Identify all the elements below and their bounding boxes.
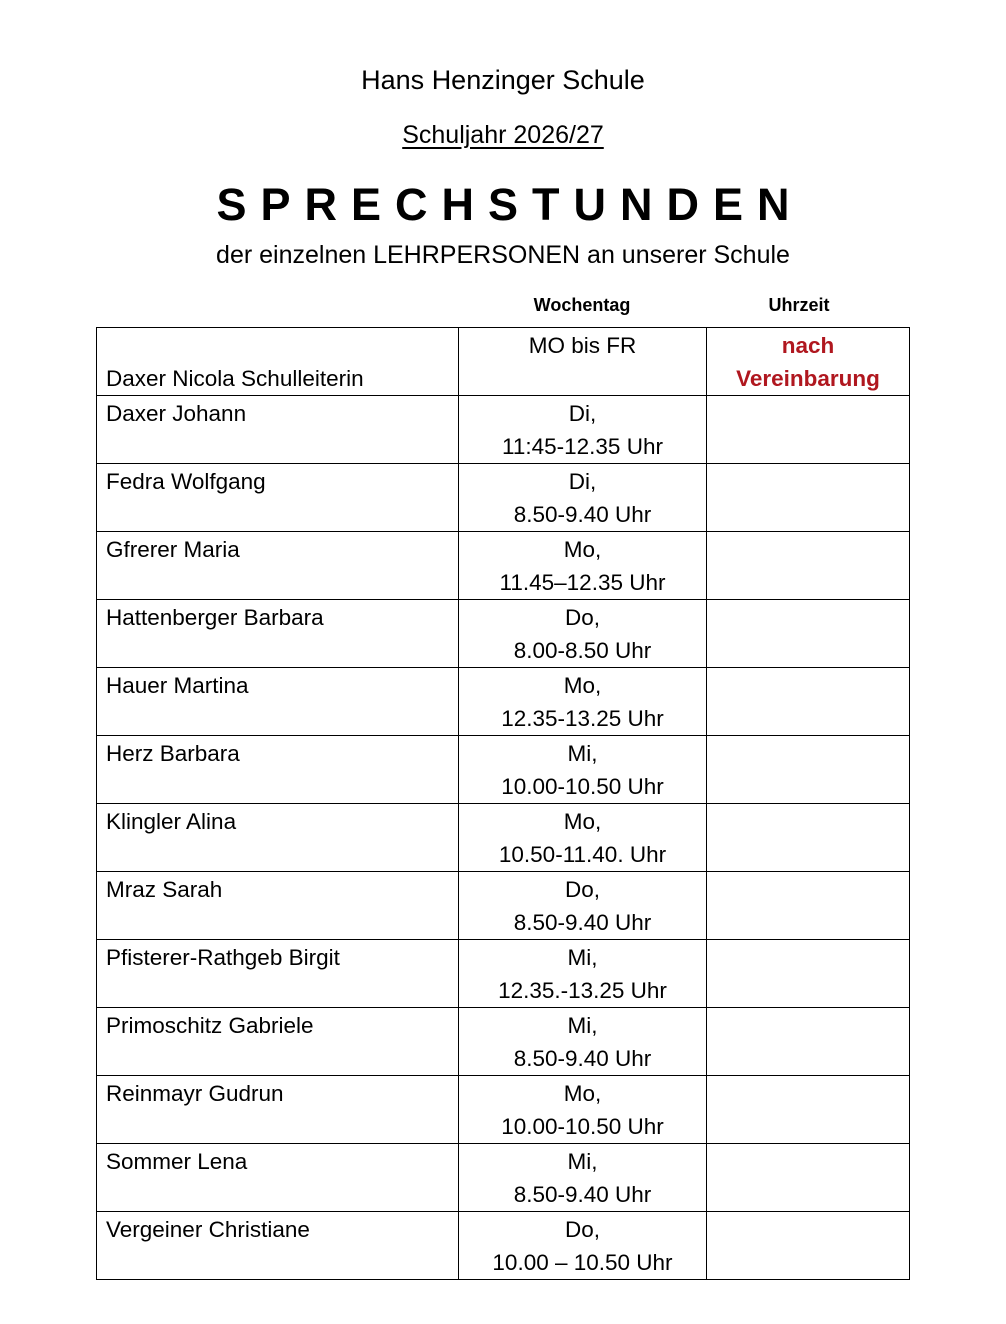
page-title: SPRECHSTUNDEN xyxy=(216,179,804,230)
teacher-name: Herz Barbara xyxy=(97,736,459,804)
teacher-name: Mraz Sarah xyxy=(97,872,459,940)
teacher-name: Fedra Wolfgang xyxy=(97,464,459,532)
teacher-name: Daxer Johann xyxy=(97,396,459,464)
table-row xyxy=(97,396,910,464)
hours-text: 10.00 – 10.50 Uhr xyxy=(492,1250,673,1275)
hours-text: 8.50-9.40 Uhr xyxy=(513,910,652,935)
teacher-name: Klingler Alina xyxy=(97,804,459,872)
table-row xyxy=(97,1076,910,1144)
time-cell xyxy=(707,396,910,464)
teacher-name: Hattenberger Barbara xyxy=(97,600,459,668)
time-cell xyxy=(707,1212,910,1280)
school-year xyxy=(0,118,1006,152)
hours-text: 10.00-10.50 Uhr xyxy=(501,1114,664,1139)
weekday-cell xyxy=(459,328,707,396)
weekday-cell xyxy=(459,668,707,736)
time-cell xyxy=(707,804,910,872)
teacher-name: Vergeiner Christiane xyxy=(97,1212,459,1280)
weekday-cell xyxy=(459,1076,707,1144)
hours-text: 11:45-12.35 Uhr xyxy=(502,434,663,459)
teacher-name: Sommer Lena xyxy=(97,1144,459,1212)
teacher-name: Gfrerer Maria xyxy=(97,532,459,600)
teacher-name: Pfisterer-Rathgeb Birgit xyxy=(97,940,459,1008)
weekday-text: Mi, xyxy=(567,1149,598,1174)
weekday-text: MO bis FR xyxy=(528,333,637,358)
hours-text: 10.50-11.40. Uhr xyxy=(498,842,667,867)
teacher-name: Primoschitz Gabriele xyxy=(97,1008,459,1076)
weekday-text: Do, xyxy=(564,1217,600,1242)
consultation-table xyxy=(96,327,910,1280)
weekday-text: Mo, xyxy=(563,809,602,834)
hours-text: 10.00-10.50 Uhr xyxy=(501,774,664,799)
weekday-text: Do, xyxy=(564,877,600,902)
teacher-name: Daxer Nicola Schulleiterin xyxy=(97,328,459,396)
teacher-name: Hauer Martina xyxy=(97,668,459,736)
time-cell xyxy=(707,464,910,532)
appointment-line1: nach xyxy=(781,333,835,358)
time-cell xyxy=(707,1008,910,1076)
weekday-text: Di, xyxy=(568,401,597,426)
time-cell xyxy=(707,1076,910,1144)
table-row xyxy=(97,668,910,736)
weekday-text: Mi, xyxy=(567,1013,598,1038)
weekday-cell xyxy=(459,532,707,600)
weekday-text: Di, xyxy=(568,469,597,494)
table-row xyxy=(97,1212,910,1280)
weekday-cell xyxy=(459,940,707,1008)
weekday-cell xyxy=(459,1144,707,1212)
school-name: Hans Henzinger Schule xyxy=(361,65,645,95)
weekday-cell xyxy=(459,600,707,668)
table-row xyxy=(97,600,910,668)
time-cell xyxy=(707,940,910,1008)
table-row xyxy=(97,532,910,600)
column-header-weekday: Wochentag xyxy=(533,295,631,315)
table-row xyxy=(97,1144,910,1212)
hours-text: 8.50-9.40 Uhr xyxy=(513,1046,652,1071)
weekday-text: Mo, xyxy=(563,537,602,562)
time-cell xyxy=(707,532,910,600)
weekday-text: Do, xyxy=(564,605,600,630)
table-row xyxy=(97,736,910,804)
consultation-table-body xyxy=(97,328,910,1280)
table-row xyxy=(97,872,910,940)
weekday-cell xyxy=(459,872,707,940)
weekday-cell xyxy=(459,804,707,872)
hours-text: 8.50-9.40 Uhr xyxy=(513,502,652,527)
appointment-cell xyxy=(707,328,910,396)
weekday-cell xyxy=(459,736,707,804)
table-row xyxy=(97,940,910,1008)
weekday-text: Mi, xyxy=(567,741,598,766)
weekday-cell xyxy=(459,396,707,464)
table-row xyxy=(97,1008,910,1076)
weekday-text: Mi, xyxy=(567,945,598,970)
hours-text: 12.35.-13.25 Uhr xyxy=(498,978,667,1003)
weekday-cell xyxy=(459,1212,707,1280)
appointment-line2: Vereinbarung xyxy=(736,366,880,391)
weekday-text: Mo, xyxy=(563,673,602,698)
table-row-principal xyxy=(97,328,910,396)
column-header-time: Uhrzeit xyxy=(768,295,830,315)
table-row xyxy=(97,464,910,532)
hours-text: 8.00-8.50 Uhr xyxy=(513,638,652,663)
time-cell xyxy=(707,668,910,736)
page-subtitle: der einzelnen LEHRPERSONEN an unserer Schule xyxy=(216,241,790,269)
weekday-text: Mo, xyxy=(563,1081,602,1106)
time-cell xyxy=(707,600,910,668)
table-row xyxy=(97,804,910,872)
hours-text: 12.35-13.25 Uhr xyxy=(501,706,664,731)
school-year-text: Schuljahr 2026/27 xyxy=(402,121,604,149)
weekday-cell xyxy=(459,1008,707,1076)
time-cell xyxy=(707,1144,910,1212)
time-cell xyxy=(707,872,910,940)
teacher-name: Reinmayr Gudrun xyxy=(97,1076,459,1144)
hours-text: 8.50-9.40 Uhr xyxy=(513,1182,652,1207)
weekday-cell xyxy=(459,464,707,532)
time-cell xyxy=(707,736,910,804)
hours-text: 11.45–12.35 Uhr xyxy=(499,570,666,595)
